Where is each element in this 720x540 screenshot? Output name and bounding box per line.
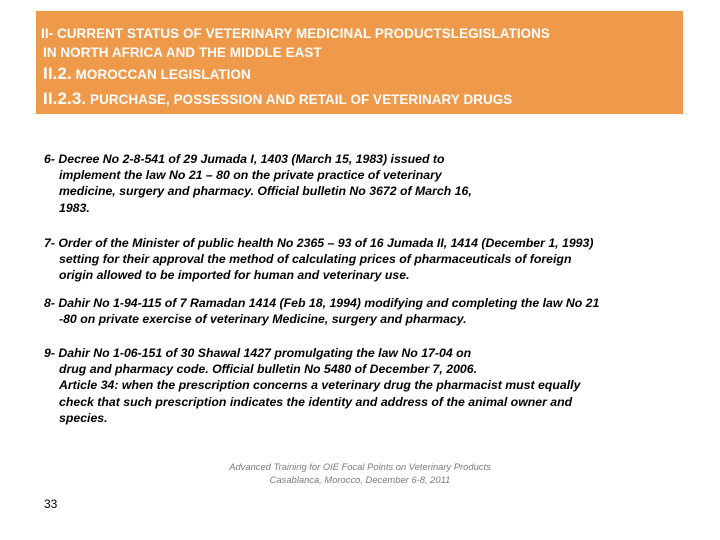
item-line: 1983. xyxy=(59,200,90,215)
section-number: II.2. xyxy=(43,64,72,83)
footer-line-1: Advanced Training for OIE Focal Points on Veterinary Products xyxy=(229,461,491,472)
subsection-heading xyxy=(41,87,683,112)
title-line-1: II- CURRENT STATUS OF VETERINARY MEDICINAL PRODUCTSLEGISLATIONS xyxy=(41,26,550,41)
list-item xyxy=(44,345,580,426)
item-line: 8- Dahir No 1-94-115 of 7 Ramadan 1414 (Feb 18, 1994) modifying and completing the law No 21 xyxy=(44,296,600,310)
item-line: check that such prescription indicates the identity and address of the animal owner and xyxy=(59,394,573,409)
item-line: 6- Decree No 2-8-541 of 29 Jumada I, 1403 (March 15, 1983) issued to xyxy=(44,152,445,166)
list-item xyxy=(44,151,472,216)
section-heading xyxy=(41,62,683,87)
item-line: 9- Dahir No 1-06-151 of 30 Shawal 1427 promulgating the law No 17-04 on xyxy=(44,346,472,360)
item-line: species. xyxy=(59,410,108,425)
list-item xyxy=(44,235,593,284)
footer-text xyxy=(150,460,570,486)
subsection-title: PURCHASE, POSSESSION AND RETAIL OF VETERINARY DRUGS xyxy=(86,92,513,107)
item-line: implement the law No 21 – 80 on the private practice of veterinary xyxy=(59,168,442,183)
subsection-number: II.2.3. xyxy=(43,89,87,108)
section-title: MOROCCAN LEGISLATION xyxy=(71,67,251,82)
title-line-2: IN NORTH AFRICA AND THE MIDDLE EAST xyxy=(43,45,322,60)
item-line: Article 34: when the prescription concerns a veterinary drug the pharmacist must equally xyxy=(59,378,581,393)
item-line: 7- Order of the Minister of public health No 2365 – 93 of 16 Jumada II, 1414 (December 1, 1993) xyxy=(44,236,594,250)
item-line: medicine, surgery and pharmacy. Official bulletin No 3672 of March 16, xyxy=(59,184,472,199)
list-item xyxy=(44,295,599,327)
item-line: drug and pharmacy code. Official bulletin No 5480 of December 7, 2006. xyxy=(59,362,478,377)
item-line: origin allowed to be imported for human and veterinary use. xyxy=(59,268,410,283)
footer-line-2: Casablanca, Morocco, December 6-8, 2011 xyxy=(269,474,451,485)
item-line: -80 on private exercise of veterinary Medicine, surgery and pharmacy. xyxy=(59,312,467,327)
item-line: setting for their approval the method of calculating prices of pharmaceuticals of foreign xyxy=(59,252,572,267)
title-banner xyxy=(36,11,683,114)
page-number: 33 xyxy=(44,497,58,511)
